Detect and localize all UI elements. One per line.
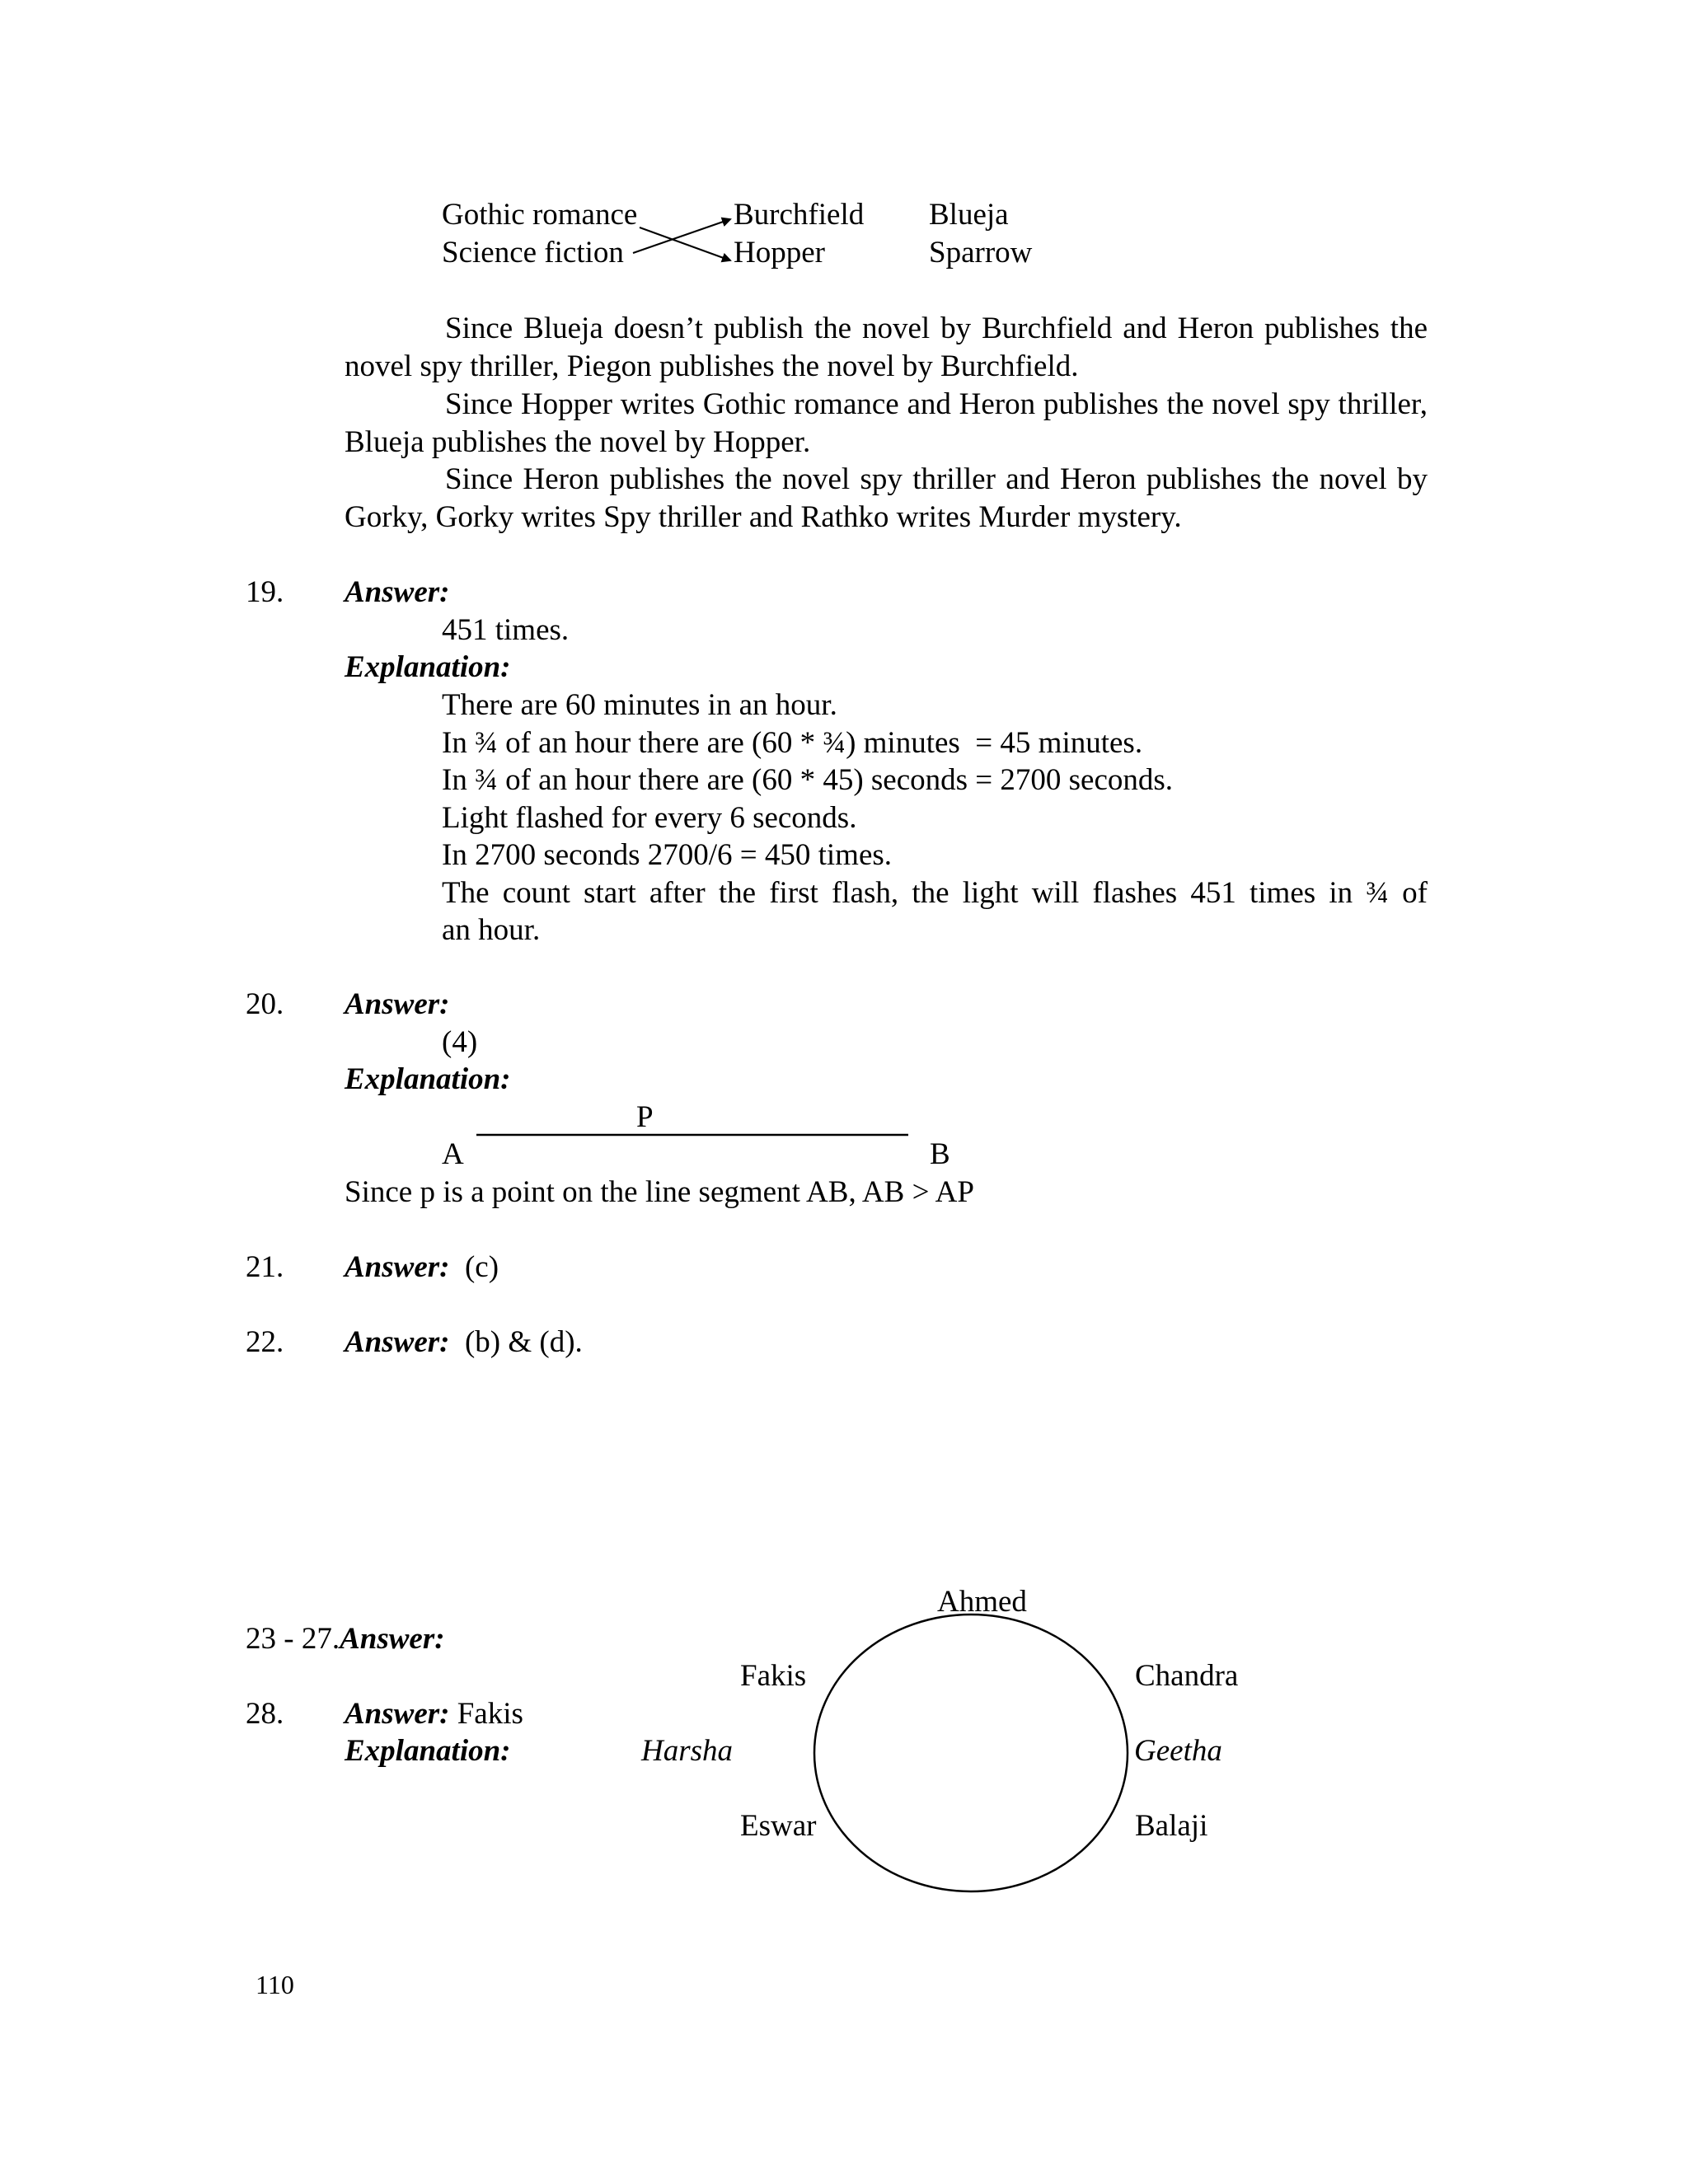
q20-answer: (4) <box>442 1025 478 1059</box>
q23-27-answer-label: Answer: <box>340 1622 445 1656</box>
point-a-label: A <box>442 1137 464 1171</box>
q19-line-7: an hour. <box>442 913 541 947</box>
q19-answer: 451 times. <box>442 613 570 647</box>
seat-harsha: Harsha <box>641 1734 734 1768</box>
q19-line-1: There are 60 minutes in an hour. <box>442 688 837 722</box>
point-b-label: B <box>930 1137 950 1171</box>
q22-answer: (b) & (d). <box>464 1325 583 1359</box>
q28-number: 28. <box>246 1697 284 1731</box>
paragraph-hopper: Since Hopper writes Gothic romance and Heron publishes the novel spy thriller, Blueja publishes the novel by Hopper. <box>345 387 1428 459</box>
genre-gothic-romance: Gothic romance <box>442 198 638 232</box>
q21-number: 21. <box>246 1250 284 1284</box>
q19-line-5: In 2700 seconds 2700/6 = 450 times. <box>442 838 893 872</box>
q23-27-line <box>246 1620 445 1658</box>
q20-answer-label: Answer: <box>345 987 450 1021</box>
seat-fakis: Fakis <box>740 1659 807 1693</box>
q22-line <box>345 1324 583 1361</box>
q20-conclusion: Since p is a point on the line segment AB, AB > AP <box>345 1175 974 1209</box>
q22-number: 22. <box>246 1325 284 1359</box>
seat-chandra: Chandra <box>1135 1659 1239 1693</box>
author-hopper: Hopper <box>734 236 825 269</box>
q19-line-6: The count start after the first flash, the light will flashes 451 times in ¾ of <box>442 876 1428 910</box>
q19-explanation-label: Explanation: <box>345 650 511 684</box>
author-burchfield: Burchfield <box>734 198 865 232</box>
q20-number: 20. <box>246 987 284 1021</box>
q28-answer: Fakis <box>457 1697 523 1731</box>
publisher-blueja: Blueja <box>929 198 1009 232</box>
point-p-label: P <box>636 1100 654 1134</box>
q23-27-number: 23 - 27. <box>246 1622 340 1656</box>
q19-line-4: Light flashed for every 6 seconds. <box>442 801 857 835</box>
arrow-scifi-to-burchfield <box>633 219 730 253</box>
arrow-gothic-to-hopper <box>640 227 730 260</box>
q28-line <box>345 1695 523 1733</box>
page-number: 110 <box>256 1970 294 1999</box>
publisher-sparrow: Sparrow <box>929 236 1033 269</box>
seat-balaji: Balaji <box>1135 1809 1208 1843</box>
q21-line <box>345 1249 499 1286</box>
seat-ahmed: Ahmed <box>937 1585 1027 1619</box>
seat-geetha: Geetha <box>1134 1734 1222 1768</box>
q28-explanation-label: Explanation: <box>345 1734 511 1768</box>
q19-answer-label: Answer: <box>345 575 450 609</box>
q28-answer-label: Answer: <box>345 1697 450 1731</box>
q22-answer-label: Answer: <box>345 1325 450 1359</box>
paragraph-burchfield: Since Blueja doesn’t publish the novel by Burchfield and Heron publishes the novel spy thriller, Piegon publishes the novel by Burchfield. <box>345 312 1428 383</box>
q19-line-3: In ¾ of an hour there are (60 * 45) seconds = 2700 seconds. <box>442 763 1174 797</box>
genre-science-fiction: Science fiction <box>442 236 624 269</box>
q21-answer: (c) <box>464 1250 499 1284</box>
seating-circle <box>814 1615 1128 1891</box>
q20-explanation-label: Explanation: <box>345 1062 511 1096</box>
q21-answer-label: Answer: <box>345 1250 450 1284</box>
seat-eswar: Eswar <box>740 1809 817 1843</box>
q19-number: 19. <box>246 575 284 609</box>
paragraph-gorky: Since Heron publishes the novel spy thriller and Heron publishes the novel by Gorky, Gorky writes Spy thriller and Rathko writes Murder mystery. <box>345 462 1428 534</box>
q19-line-2: In ¾ of an hour there are (60 * ¾) minutes = 45 minutes. <box>442 726 1143 760</box>
